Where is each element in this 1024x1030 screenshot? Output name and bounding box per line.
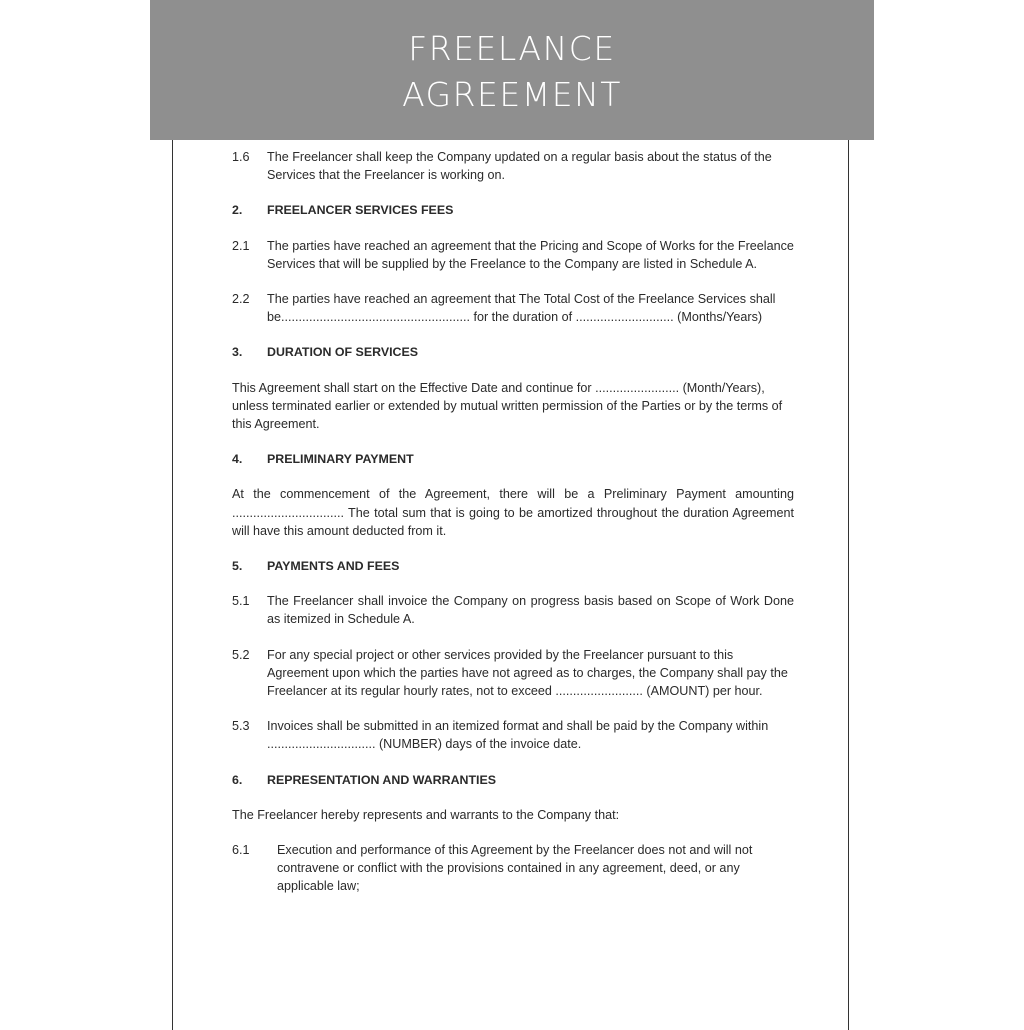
clause-number: 5.1 xyxy=(232,594,250,609)
clause-number: 2.1 xyxy=(232,238,250,253)
clause-number: 5.3 xyxy=(232,719,250,734)
section-number: 6. xyxy=(232,772,243,787)
clause-number: 2.2 xyxy=(232,292,250,307)
clause-1-6 xyxy=(232,148,794,184)
preliminary-payment-paragraph: At the commencement of the Agreement, there will be a Preliminary Payment amounting ................................ The total sum that is going to be amortized throughout the duration Agreement will have this amount deducted from it. xyxy=(232,487,794,538)
section-heading-2 xyxy=(232,201,794,219)
clause-number: 6.1 xyxy=(232,843,250,858)
section-title: DURATION OF SERVICES xyxy=(267,345,418,360)
section-title: FREELANCER SERVICES FEES xyxy=(267,203,454,218)
section-number: 4. xyxy=(232,452,243,467)
clause-6-1 xyxy=(232,841,794,896)
section-title: PAYMENTS AND FEES xyxy=(267,559,400,574)
clause-5-1 xyxy=(232,592,794,628)
clause-2-1 xyxy=(232,237,794,273)
clause-number: 5.2 xyxy=(232,647,250,662)
section-number: 5. xyxy=(232,559,243,574)
section-heading-3 xyxy=(232,343,794,361)
clause-text: The Freelancer shall keep the Company updated on a regular basis about the status of the Services that the Freelancer is working on. xyxy=(267,150,772,183)
section-number: 3. xyxy=(232,345,243,360)
section-heading-6 xyxy=(232,771,794,789)
banner-title-line-1: FREELANCE xyxy=(408,29,616,68)
clause-5-3 xyxy=(232,717,794,753)
section-title: PRELIMINARY PAYMENT xyxy=(267,452,414,467)
clause-text: Execution and performance of this Agreement by the Freelancer does not and will not contravene or conflict with the provisions contained in any agreement, deed, or any applicable law; xyxy=(277,843,753,894)
clause-number: 1.6 xyxy=(232,150,250,164)
clause-5-2 xyxy=(232,646,794,701)
clause-2-2 xyxy=(232,290,794,326)
section-number: 2. xyxy=(232,203,243,218)
banner-title-line-2: AGREEMENT xyxy=(402,75,622,114)
document-body xyxy=(232,148,794,913)
clause-text: The parties have reached an agreement that the Pricing and Scope of Works for the Freelance Services that will be supplied by the Freelance to the Company are listed in Schedule A. xyxy=(267,238,794,271)
section-heading-4 xyxy=(232,450,794,468)
section-title: REPRESENTATION AND WARRANTIES xyxy=(267,772,497,787)
clause-text: For any special project or other services provided by the Freelancer pursuant to this Agreement upon which the parties have not agreed as to charges, the Company shall pay the Freelancer at its regular hourly rates, not to exceed ......................... (AMOUNT) per hour. xyxy=(267,647,788,699)
clause-text: The parties have reached an agreement that The Total Cost of the Freelance Services shall be...................................................... for the duration of ............................ (Months/Years) xyxy=(267,292,776,325)
title-banner xyxy=(150,0,874,140)
warranties-intro-paragraph: The Freelancer hereby represents and warrants to the Company that: xyxy=(232,807,620,822)
duration-paragraph: This Agreement shall start on the Effective Date and continue for ........................ (Month/Years), unless terminated earlier or extended by mutual written permission of the Parties or by the terms of this Agreement. xyxy=(232,380,783,432)
clause-text: The Freelancer shall invoice the Company on progress basis based on Scope of Work Done as itemized in Schedule A. xyxy=(267,594,794,627)
section-heading-5 xyxy=(232,557,794,575)
clause-text: Invoices shall be submitted in an itemized format and shall be paid by the Company within ............................... (NUMBER) days of the invoice date. xyxy=(267,719,769,752)
